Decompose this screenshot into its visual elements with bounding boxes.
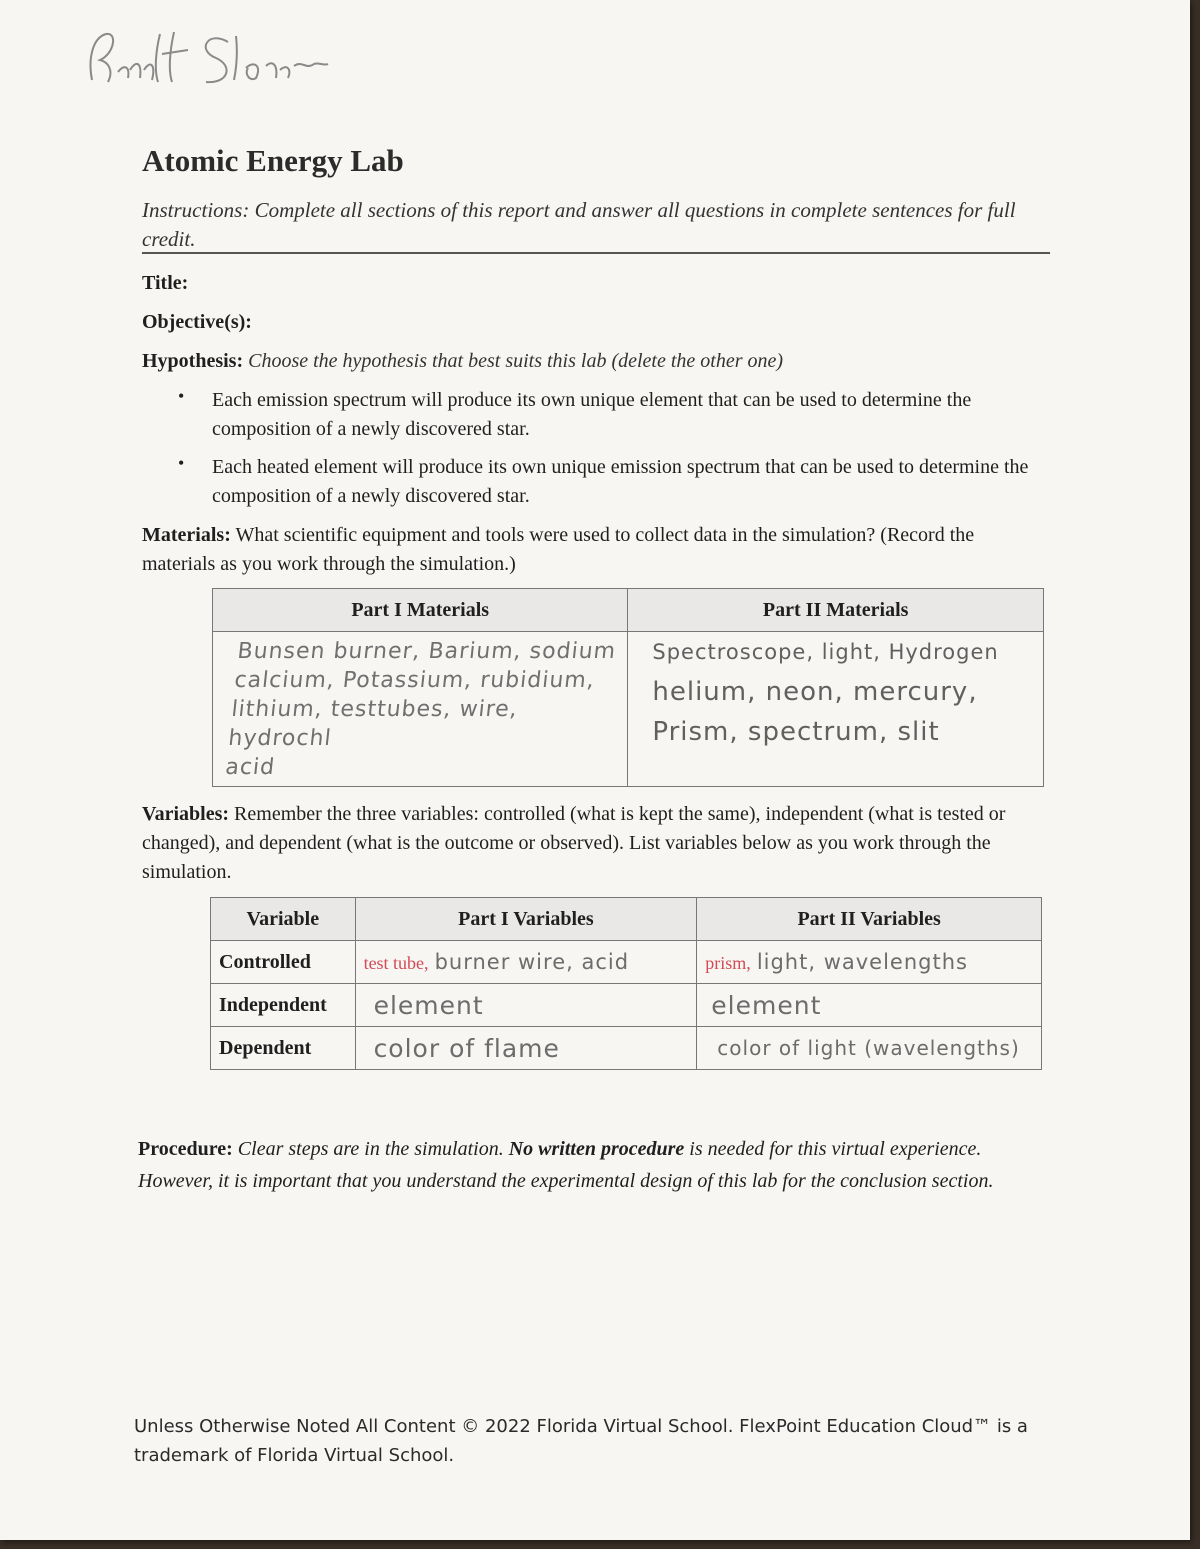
materials-part1-line: lithium, testtubes, wire, hydrochl — [226, 696, 519, 750]
bullet-icon: • — [178, 386, 185, 406]
header-divider — [142, 252, 1050, 254]
materials-part2-line: helium, neon, mercury, — [652, 677, 978, 707]
variables-table — [210, 897, 1042, 1070]
handwritten-signature — [78, 20, 358, 100]
procedure-bold-text: No written procedure — [508, 1138, 685, 1160]
materials-text: What scientific equipment and tools were used to collect data in the simulation? (Record the materials as you work through the simulation.) — [142, 524, 975, 575]
variables-text: Remember the three variables: controlled (what is kept the same), independent (what is tested or changed), and dependent (what is the outcome or observed). List variables below as you work through the simulation. — [142, 803, 1006, 883]
materials-part2-line: Prism, spectrum, slit — [652, 717, 940, 747]
variables-prompt — [142, 800, 1042, 887]
objectives-field-label: Objective(s): — [142, 311, 252, 333]
row-label-controlled: Controlled — [211, 941, 356, 984]
procedure-label: Procedure: — [138, 1138, 233, 1160]
materials-prompt — [142, 521, 1042, 579]
hypothesis-option-1: Each emission spectrum will produce its own unique element that can be used to determine the composition of a newly discovered star. — [212, 389, 972, 440]
materials-part2-cell — [628, 632, 1044, 787]
materials-part2-line: Spectroscope, light, Hydrogen — [652, 640, 999, 664]
handwritten-answer: light, wavelengths — [756, 949, 968, 974]
hypothesis-option-2: Each heated element will produce its own unique emission spectrum that can be used to determine the composition of a newly discovered star. — [212, 456, 1029, 507]
materials-part1-cell — [204, 632, 636, 787]
printed-answer: test tube, — [363, 952, 429, 973]
table-row — [211, 941, 1042, 984]
procedure-text-1: Clear steps are in the simulation. — [237, 1138, 504, 1160]
materials-header-part2: Part II Materials — [628, 589, 1044, 632]
table-row — [211, 1027, 1042, 1070]
materials-part1-line: acid — [223, 754, 276, 779]
printed-answer: prism, — [705, 952, 751, 973]
materials-header-part1: Part I Materials — [213, 589, 628, 632]
independent-part2-cell — [697, 984, 1042, 1027]
dependent-part1-cell — [355, 1027, 697, 1070]
controlled-part2-cell — [697, 941, 1042, 984]
page-title: Atomic Energy Lab — [142, 143, 404, 178]
copyright-footer: Unless Otherwise Noted All Content © 2022 Florida Virtual School. FlexPoint Education Cloud™ is a trademark of Florida Virtual School. — [134, 1416, 1028, 1466]
dependent-part2-cell — [697, 1027, 1042, 1070]
row-label-independent: Independent — [211, 984, 356, 1027]
hypothesis-note: Choose the hypothesis that best suits this lab (delete the other one) — [248, 350, 784, 372]
handwritten-answer: color of flame — [373, 1033, 560, 1063]
variables-label: Variables: — [142, 803, 230, 825]
table-row — [211, 984, 1042, 1027]
handwritten-answer: color of light (wavelengths) — [717, 1035, 1020, 1060]
materials-part1-line: Bunsen burner, Barium, sodium — [235, 638, 617, 663]
hypothesis-label: Hypothesis: — [142, 350, 244, 372]
materials-part1-line: calcium, Potassium, rubidium, — [232, 667, 596, 692]
procedure-section — [138, 1133, 1038, 1197]
materials-table — [212, 588, 1044, 787]
variables-header-part1: Part I Variables — [355, 898, 697, 941]
hypothesis-field — [142, 350, 783, 373]
procedure-text-2: is needed for this virtual experience. However, it is important that you understand the experimental design of this lab for the conclusion section. — [138, 1138, 994, 1192]
variables-header-variable: Variable — [211, 898, 356, 941]
title-field-label: Title: — [142, 272, 189, 294]
bullet-icon: • — [178, 453, 185, 473]
controlled-part1-cell — [355, 941, 697, 984]
row-label-dependent: Dependent — [211, 1027, 356, 1070]
handwritten-answer: element — [373, 990, 484, 1020]
materials-label: Materials: — [142, 524, 231, 546]
instructions: Instructions: Complete all sections of this report and answer all questions in complete sentences for full credit. — [142, 198, 1016, 251]
variables-header-part2: Part II Variables — [697, 898, 1042, 941]
handwritten-answer: element — [711, 990, 822, 1020]
independent-part1-cell — [355, 984, 697, 1027]
handwritten-answer: burner wire, acid — [434, 949, 630, 974]
